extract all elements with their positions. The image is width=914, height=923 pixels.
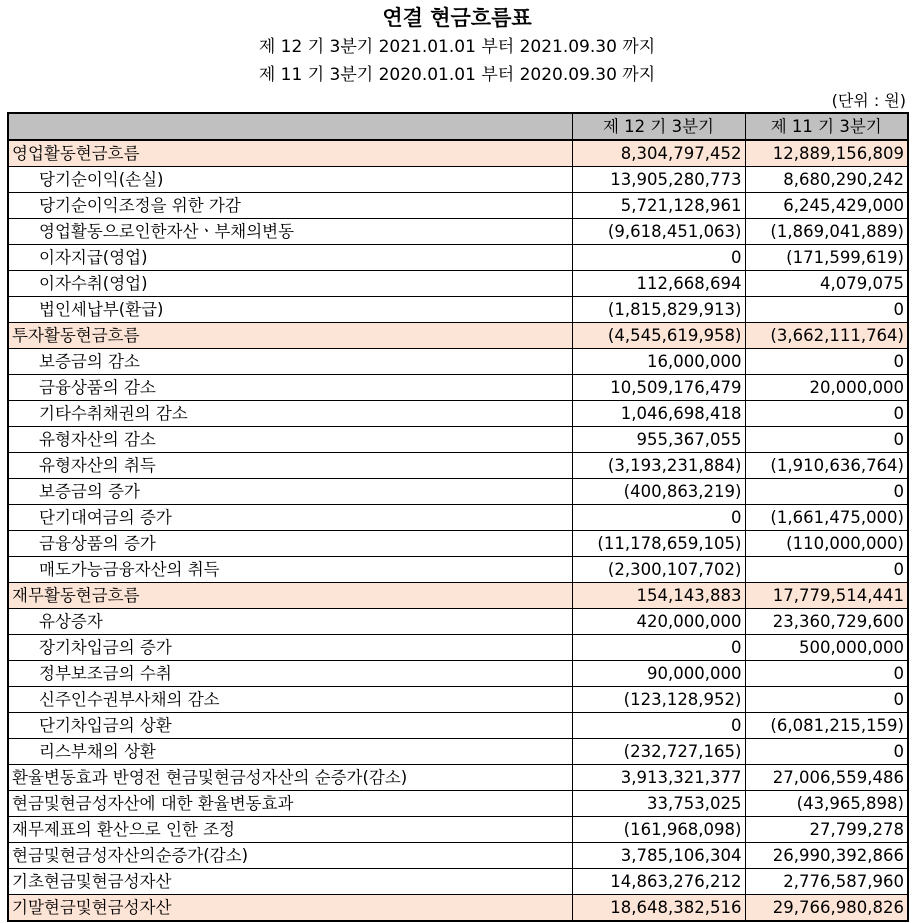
table-row [8,193,908,219]
table-row [8,713,908,739]
table-row [8,271,908,297]
table-row [8,895,908,922]
value-current: (232,727,165) [572,739,745,765]
value-current: 3,785,106,304 [572,843,745,869]
value-current: (123,128,952) [572,687,745,713]
table-row [8,140,908,167]
value-current: 8,304,797,452 [572,140,745,167]
table-row [8,349,908,375]
value-current: 10,509,176,479 [572,375,745,401]
row-label: 금융상품의 증가 [8,531,572,557]
value-prior: 27,799,278 [745,817,908,843]
value-prior: 2,776,587,960 [745,869,908,895]
table-row [8,531,908,557]
value-current: (2,300,107,702) [572,557,745,583]
value-prior: 0 [745,661,908,687]
row-label: 매도가능금융자산의 취득 [8,557,572,583]
row-label: 단기대여금의 증가 [8,505,572,531]
value-prior: 4,079,075 [745,271,908,297]
table-row [8,791,908,817]
row-label: 리스부채의 상환 [8,739,572,765]
value-prior: 0 [745,687,908,713]
header-prior-period: 제 11 기 3분기 [745,113,908,140]
table-row [8,661,908,687]
value-current: (161,968,098) [572,817,745,843]
row-label: 보증금의 감소 [8,349,572,375]
value-current: (4,545,619,958) [572,323,745,349]
value-prior: 0 [745,739,908,765]
value-prior: (1,661,475,000) [745,505,908,531]
value-prior: (110,000,000) [745,531,908,557]
row-label: 당기순이익조정을 위한 가감 [8,193,572,219]
row-label: 투자활동현금흐름 [8,323,572,349]
table-row [8,765,908,791]
value-prior: 29,766,980,826 [745,895,908,922]
row-label: 영업활동으로인한자산ㆍ부채의변동 [8,219,572,245]
value-current: 154,143,883 [572,583,745,609]
value-prior: 0 [745,349,908,375]
row-label: 기초현금및현금성자산 [8,869,572,895]
value-current: 16,000,000 [572,349,745,375]
header-current-period: 제 12 기 3분기 [572,113,745,140]
value-prior: 0 [745,479,908,505]
value-current: 18,648,382,516 [572,895,745,922]
table-row [8,687,908,713]
row-label: 환율변동효과 반영전 현금및현금성자산의 순증가(감소) [8,765,572,791]
row-label: 단기차입금의 상환 [8,713,572,739]
value-current: 0 [572,505,745,531]
row-label: 신주인수권부사채의 감소 [8,687,572,713]
value-current: (11,178,659,105) [572,531,745,557]
row-label: 이자수취(영업) [8,271,572,297]
row-label: 기말현금및현금성자산 [8,895,572,922]
period-current: 제 12 기 3분기 2021.01.01 부터 2021.09.30 까지 [258,37,656,57]
value-current: 955,367,055 [572,427,745,453]
table-row [8,323,908,349]
table-header-row [8,113,908,140]
row-label: 보증금의 증가 [8,479,572,505]
row-label: 장기차입금의 증가 [8,635,572,661]
value-current: (9,618,451,063) [572,219,745,245]
value-prior: (6,081,215,159) [745,713,908,739]
value-prior: 12,889,156,809 [745,140,908,167]
table-row [8,297,908,323]
row-label: 현금및현금성자산의순증가(감소) [8,843,572,869]
row-label: 현금및현금성자산에 대한 환율변동효과 [8,791,572,817]
table-row [8,635,908,661]
table-row [8,505,908,531]
value-current: 1,046,698,418 [572,401,745,427]
table-row [8,583,908,609]
row-label: 재무제표의 환산으로 인한 조정 [8,817,572,843]
table-body [8,140,908,921]
table-row [8,843,908,869]
value-current: 420,000,000 [572,609,745,635]
row-label: 영업활동현금흐름 [8,140,572,167]
table-row [8,375,908,401]
value-current: 3,913,321,377 [572,765,745,791]
value-current: 14,863,276,212 [572,869,745,895]
row-label: 재무활동현금흐름 [8,583,572,609]
value-current: 5,721,128,961 [572,193,745,219]
header-label [8,113,572,140]
value-prior: 8,680,290,242 [745,167,908,193]
value-prior: 0 [745,427,908,453]
statement-title: 연결 현금흐름표 [382,6,532,30]
value-current: 33,753,025 [572,791,745,817]
value-prior: (43,965,898) [745,791,908,817]
row-label: 유상증자 [8,609,572,635]
value-current: (1,815,829,913) [572,297,745,323]
row-label: 당기순이익(손실) [8,167,572,193]
unit-label: (단위 : 원) [831,91,906,110]
value-current: 0 [572,245,745,271]
period-prior: 제 11 기 3분기 2020.01.01 부터 2020.09.30 까지 [258,65,656,85]
value-current: 0 [572,713,745,739]
table-row [8,609,908,635]
value-current: 90,000,000 [572,661,745,687]
table-row [8,557,908,583]
value-prior: 0 [745,401,908,427]
value-prior: 26,990,392,866 [745,843,908,869]
row-label: 법인세납부(환급) [8,297,572,323]
value-prior: (1,910,636,764) [745,453,908,479]
value-prior: (171,599,619) [745,245,908,271]
value-prior: 0 [745,557,908,583]
table-row [8,739,908,765]
table-row [8,869,908,895]
row-label: 기타수취채권의 감소 [8,401,572,427]
row-label: 이자지급(영업) [8,245,572,271]
table-row [8,479,908,505]
table-row [8,427,908,453]
value-prior: (1,869,041,889) [745,219,908,245]
value-prior: 20,000,000 [745,375,908,401]
table-row [8,453,908,479]
cash-flow-table [7,112,909,922]
value-current: 112,668,694 [572,271,745,297]
value-prior: 0 [745,297,908,323]
value-current: (400,863,219) [572,479,745,505]
row-label: 정부보조금의 수취 [8,661,572,687]
value-current: (3,193,231,884) [572,453,745,479]
table-row [8,245,908,271]
value-prior: 500,000,000 [745,635,908,661]
table-row [8,401,908,427]
value-current: 13,905,280,773 [572,167,745,193]
value-prior: 17,779,514,441 [745,583,908,609]
table-row [8,817,908,843]
table-row [8,219,908,245]
row-label: 유형자산의 감소 [8,427,572,453]
value-prior: 6,245,429,000 [745,193,908,219]
row-label: 금융상품의 감소 [8,375,572,401]
value-current: 0 [572,635,745,661]
value-prior: (3,662,111,764) [745,323,908,349]
value-prior: 27,006,559,486 [745,765,908,791]
row-label: 유형자산의 취득 [8,453,572,479]
table-row [8,167,908,193]
value-prior: 23,360,729,600 [745,609,908,635]
